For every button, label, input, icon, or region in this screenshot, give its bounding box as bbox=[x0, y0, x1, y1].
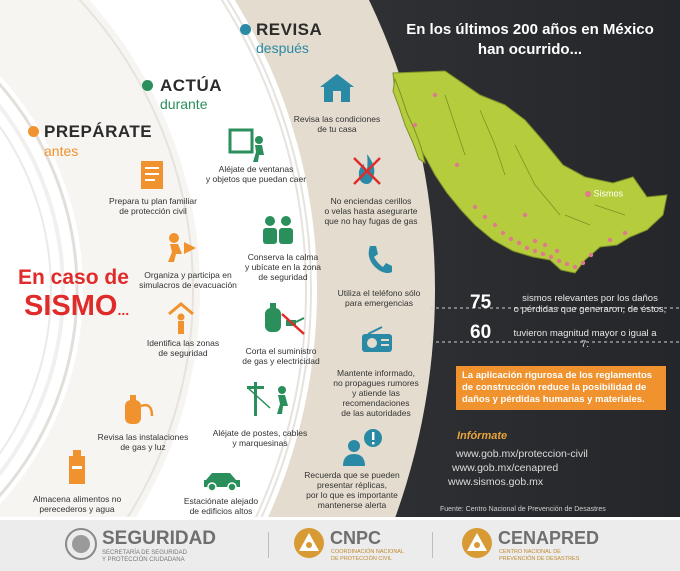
food-storage-icon bbox=[66, 448, 88, 486]
item-estacionate-line2: de edificios altos bbox=[189, 506, 253, 516]
item-zonas-seguridad bbox=[128, 338, 238, 358]
legend-dot-icon bbox=[585, 191, 591, 197]
seguridad-sub2: Y PROTECCIÓN CIUDADANA bbox=[102, 557, 185, 563]
item-telefono bbox=[324, 288, 434, 308]
source-note: Fuente: Centro Nacional de Prevención de Desastres bbox=[440, 506, 606, 513]
seguridad-sub1: SECRETARÍA DE SEGURIDAD bbox=[102, 550, 187, 556]
item-replicas-line3: por lo que es importante bbox=[306, 490, 398, 500]
footer-divider-2 bbox=[432, 532, 433, 558]
stat-text-75-line2: o pérdidas que generaron, de éstos, bbox=[513, 304, 667, 315]
map-title-line1: En los últimos 200 años en México bbox=[406, 21, 654, 38]
legend-label: Sismos bbox=[593, 188, 624, 199]
gas-tank-icon bbox=[122, 392, 158, 426]
link-sismos[interactable]: www.sismos.gob.mx bbox=[448, 476, 544, 488]
map-title-line2: han ocurrido... bbox=[477, 41, 583, 58]
item-ventanas-line1: Aléjate de ventanas bbox=[218, 164, 294, 174]
item-telefono-line1: Utiliza el teléfono sólo bbox=[337, 288, 421, 298]
item-suministro-line2: de gas y electricidad bbox=[242, 356, 320, 366]
checklist-icon bbox=[138, 158, 168, 192]
house-icon bbox=[318, 72, 356, 104]
cenapred-name: CENAPRED bbox=[498, 528, 600, 548]
car-icon bbox=[202, 470, 242, 492]
mexico-map bbox=[385, 65, 675, 285]
item-plan-familiar-line1: Prepara tu plan familiar bbox=[109, 196, 197, 206]
actua-dot bbox=[142, 80, 153, 91]
item-cerillos-line3: que no hay fugas de gas bbox=[324, 216, 418, 226]
informate-title: Infórmate bbox=[457, 430, 508, 442]
cnpc-logo-icon bbox=[292, 526, 326, 560]
stat-text-75 bbox=[500, 293, 680, 315]
stat-text-75-line1: sismos relevantes por los daños bbox=[522, 293, 658, 304]
item-informado-line2: no propagues rumores bbox=[333, 378, 419, 388]
actua-subtitle: durante bbox=[160, 96, 208, 112]
item-condiciones-casa bbox=[282, 114, 392, 134]
item-postes-line2: y marquesinas bbox=[232, 438, 288, 448]
preparate-title: PREPÁRATE bbox=[44, 122, 153, 141]
item-informado-line3: y atiende las bbox=[352, 388, 400, 398]
no-fire-icon bbox=[350, 152, 384, 188]
item-alimentos bbox=[22, 494, 132, 514]
cnpc-name: CNPC bbox=[330, 528, 382, 548]
center-line2-wrap bbox=[24, 290, 129, 323]
center-line2: SISMO bbox=[24, 290, 118, 322]
preparate-subtitle: antes bbox=[44, 143, 79, 159]
radio-icon bbox=[360, 326, 394, 354]
callout-line1: La aplicación rigurosa de los reglamentos bbox=[462, 370, 653, 381]
cnpc-sub1: COORDINACIÓN NACIONAL bbox=[331, 549, 405, 555]
item-plan-familiar bbox=[98, 196, 208, 216]
item-instalaciones-line2: de gas y luz bbox=[120, 442, 166, 452]
item-replicas-line1: Recuerda que se pueden bbox=[304, 470, 400, 480]
cnpc-sub2: DE PROTECCIÓN CIVIL bbox=[331, 556, 393, 562]
evacuation-drill-icon bbox=[162, 232, 200, 264]
seguridad-name: SEGURIDAD bbox=[102, 528, 217, 549]
item-postes bbox=[200, 428, 320, 448]
item-cerillos bbox=[316, 196, 426, 226]
cnpc-sub bbox=[331, 549, 404, 563]
window-icon bbox=[228, 128, 268, 164]
revisa-dot bbox=[240, 24, 251, 35]
center-title bbox=[18, 266, 129, 323]
item-condiciones-casa-line1: Revisa las condiciones bbox=[293, 114, 381, 124]
item-alimentos-line1: Almacena alimentos no bbox=[32, 494, 122, 504]
item-estacionate-line1: Estaciónate alejado bbox=[183, 496, 259, 506]
phone-icon bbox=[364, 244, 394, 276]
item-alimentos-line2: perecederos y agua bbox=[39, 504, 115, 514]
cenapred-sub2: PREVENCIÓN DE DESASTRES bbox=[499, 556, 580, 562]
item-instalaciones bbox=[88, 432, 198, 452]
seguridad-seal-icon bbox=[64, 527, 98, 561]
footer-divider-1 bbox=[268, 532, 269, 558]
stat-number-60: 60 bbox=[470, 322, 492, 343]
map-legend bbox=[585, 188, 623, 199]
seguridad-sub bbox=[102, 550, 187, 564]
callout-line3: daños y pérdidas humanas y materiales. bbox=[462, 394, 645, 405]
item-instalaciones-line1: Revisa las instalaciones bbox=[97, 432, 189, 442]
revisa-subtitle: después bbox=[256, 40, 309, 56]
item-estacionate bbox=[166, 496, 276, 516]
item-postes-line1: Aléjate de postes, cables bbox=[212, 428, 308, 438]
map-title bbox=[385, 20, 675, 60]
item-suministro bbox=[226, 346, 336, 366]
item-ventanas-line2: y objetos que puedan caer bbox=[205, 174, 307, 184]
item-replicas-line2: presentar réplicas, bbox=[317, 480, 387, 490]
preparate-dot bbox=[28, 126, 39, 137]
item-condiciones-casa-line2: de tu casa bbox=[317, 124, 357, 134]
item-informado bbox=[316, 368, 436, 418]
item-calma-line1: Conserva la calma bbox=[247, 252, 319, 262]
item-zonas-seguridad-line1: Identifica las zonas bbox=[146, 338, 220, 348]
link-cenapred[interactable]: www.gob.mx/cenapred bbox=[452, 462, 559, 474]
item-informado-line1: Mantente informado, bbox=[337, 368, 415, 378]
item-replicas bbox=[292, 470, 412, 510]
item-plan-familiar-line2: de protección civil bbox=[119, 206, 187, 216]
item-calma-line2: y ubícate en la zona bbox=[244, 262, 322, 272]
cenapred-logo-icon bbox=[460, 526, 494, 560]
item-zonas-seguridad-line2: de seguridad bbox=[158, 348, 208, 358]
item-cerillos-line2: o velas hasta asegurarte bbox=[324, 206, 418, 216]
item-simulacros-line2: simulacros de evacuación bbox=[139, 280, 237, 290]
actua-title: ACTÚA bbox=[160, 76, 222, 95]
callout-line2: de construcción reduce la posibilidad de bbox=[462, 382, 647, 393]
link-proteccion-civil[interactable]: www.gob.mx/proteccion-civil bbox=[456, 448, 588, 460]
item-informado-line5: de las autoridades bbox=[341, 408, 411, 418]
stat-text-60: tuvieron magnitud mayor o igual a 7. bbox=[513, 328, 657, 350]
cenapred-sub bbox=[499, 549, 579, 563]
alert-person-icon bbox=[340, 428, 384, 468]
stat-number-75: 75 bbox=[470, 292, 492, 313]
item-suministro-line1: Corta el suministro bbox=[245, 346, 317, 356]
item-calma-line3: de seguridad bbox=[258, 272, 308, 282]
item-calma bbox=[228, 252, 338, 282]
construction-callout bbox=[456, 366, 666, 410]
gas-plug-icon bbox=[262, 300, 306, 336]
item-telefono-line2: para emergencias bbox=[344, 298, 414, 308]
center-ellipsis: ... bbox=[117, 302, 130, 318]
power-pole-icon bbox=[244, 378, 294, 418]
center-line1: En caso de bbox=[18, 266, 129, 289]
cenapred-sub1: CENTRO NACIONAL DE bbox=[499, 549, 561, 555]
item-replicas-line4: mantenerse alerta bbox=[317, 500, 387, 510]
item-simulacros-line1: Organiza y participa en bbox=[144, 270, 232, 280]
safe-zone-icon bbox=[168, 302, 194, 336]
calm-people-icon bbox=[260, 214, 296, 246]
revisa-title: REVISA bbox=[256, 20, 323, 39]
item-ventanas bbox=[196, 164, 316, 184]
item-informado-line4: recomendaciones bbox=[342, 398, 410, 408]
item-cerillos-line1: No enciendas cerillos bbox=[330, 196, 412, 206]
